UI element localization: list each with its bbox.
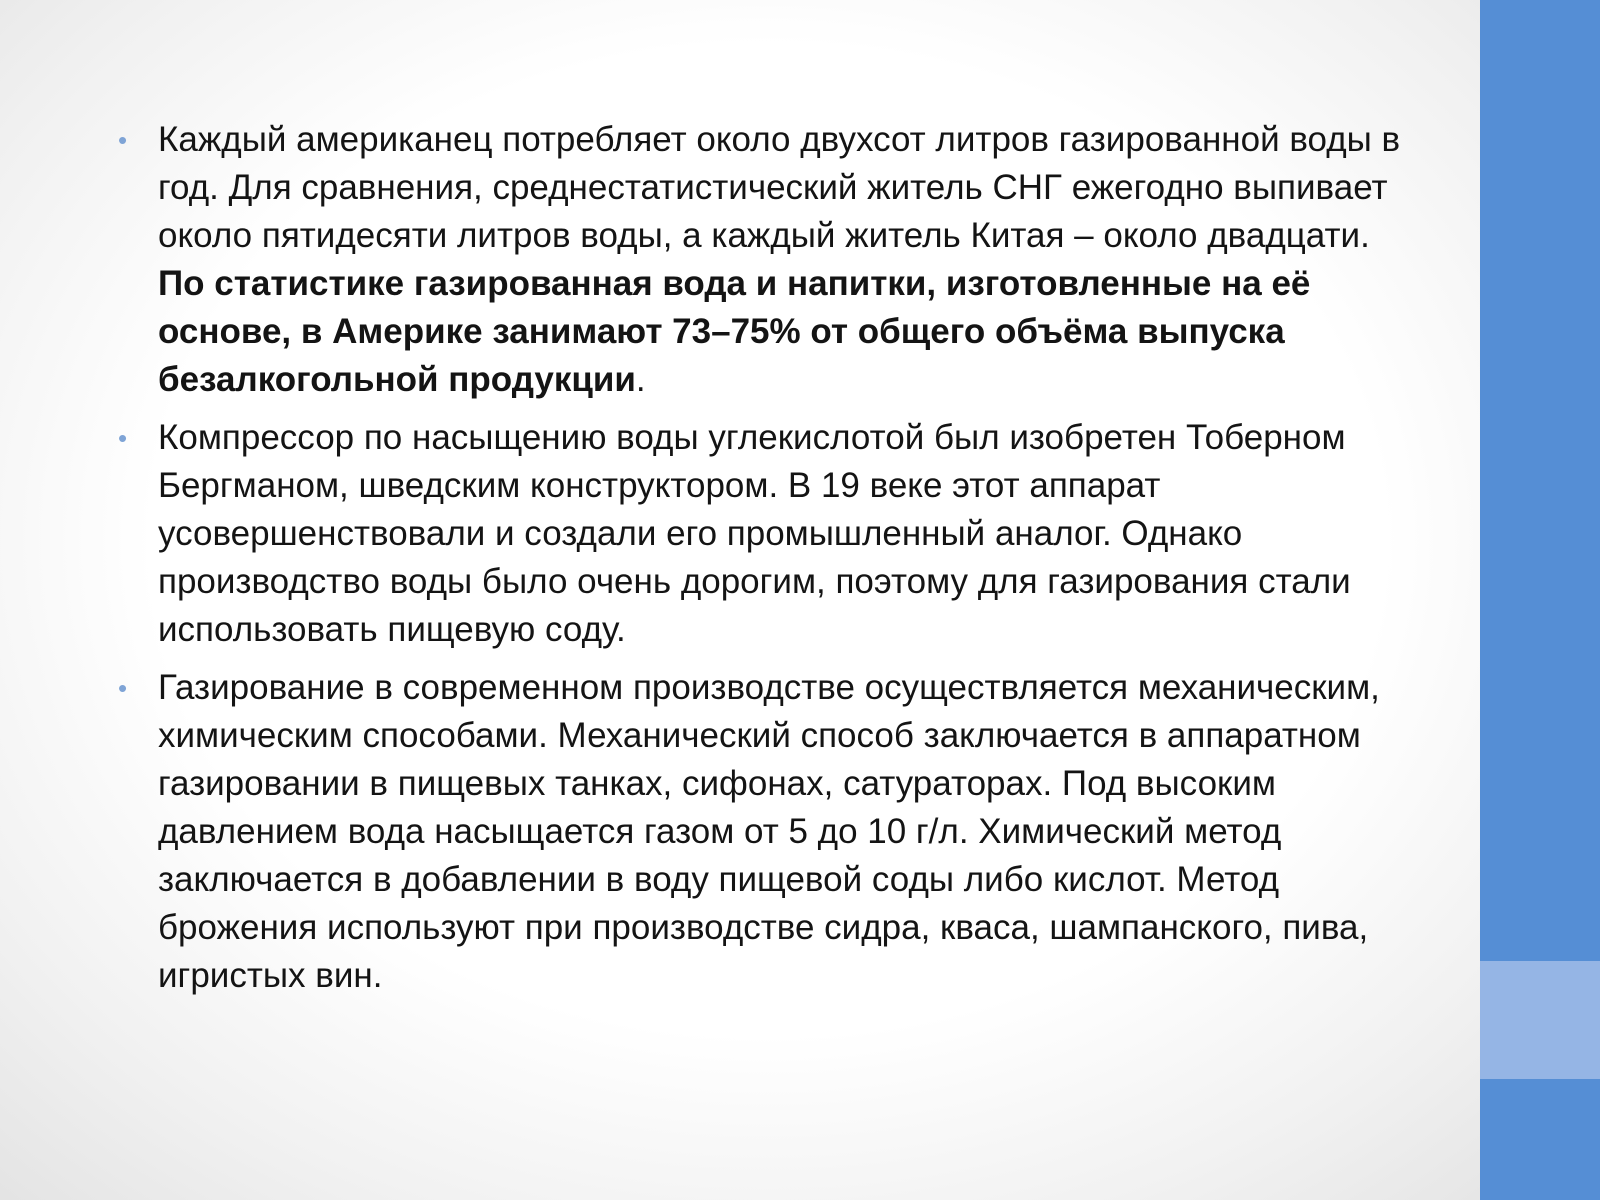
bullet-dot-icon: • bbox=[118, 125, 128, 155]
slide-content bbox=[116, 116, 1416, 1010]
bullet-dot-icon: • bbox=[118, 423, 128, 453]
bullet-text: Каждый американец потребляет около двухсот литров газированной воды в год. Для сравнения, среднестатистический житель СНГ ежегодно выпивает около пятидесяти литров воды, а каждый житель Китая – около двадцати. bbox=[158, 120, 1401, 255]
bullet-item-carbonation bbox=[116, 664, 1416, 1000]
bullet-dot-icon: • bbox=[118, 673, 128, 703]
bullet-list bbox=[116, 116, 1416, 1000]
bullet-bold-text: По статистике газированная вода и напитки, изготовленные на её основе, в Америке занимают 73–75% от общего объёма выпуска безалкогольной продукции bbox=[158, 264, 1311, 399]
side-bar-accent bbox=[1480, 961, 1600, 1079]
bullet-item-consumption bbox=[116, 116, 1416, 404]
bullet-text-end: . bbox=[635, 360, 646, 399]
bullet-text: Газирование в современном производстве осуществляется механическим, химическим способами. Механический способ заключается в аппаратном газировании в пищевых танках, сифонах, сатураторах. Под высоким давлением вода насыщается газом от 5 до 10 г/л. Химический метод заключается в добавлении в воду пищевой соды либо кислот. Метод брожения используют при производстве сидра, кваса, шампанского, пива, игристых вин. bbox=[158, 668, 1380, 995]
bullet-text: Компрессор по насыщению воды углекислотой был изобретен Тоберном Бергманом, шведским конструктором. В 19 веке этот аппарат усовершенствовали и создали его промышленный аналог. Однако производство воды было очень дорогим, поэтому для газирования стали использовать пищевую соду. bbox=[158, 418, 1351, 649]
bullet-item-compressor bbox=[116, 414, 1416, 654]
